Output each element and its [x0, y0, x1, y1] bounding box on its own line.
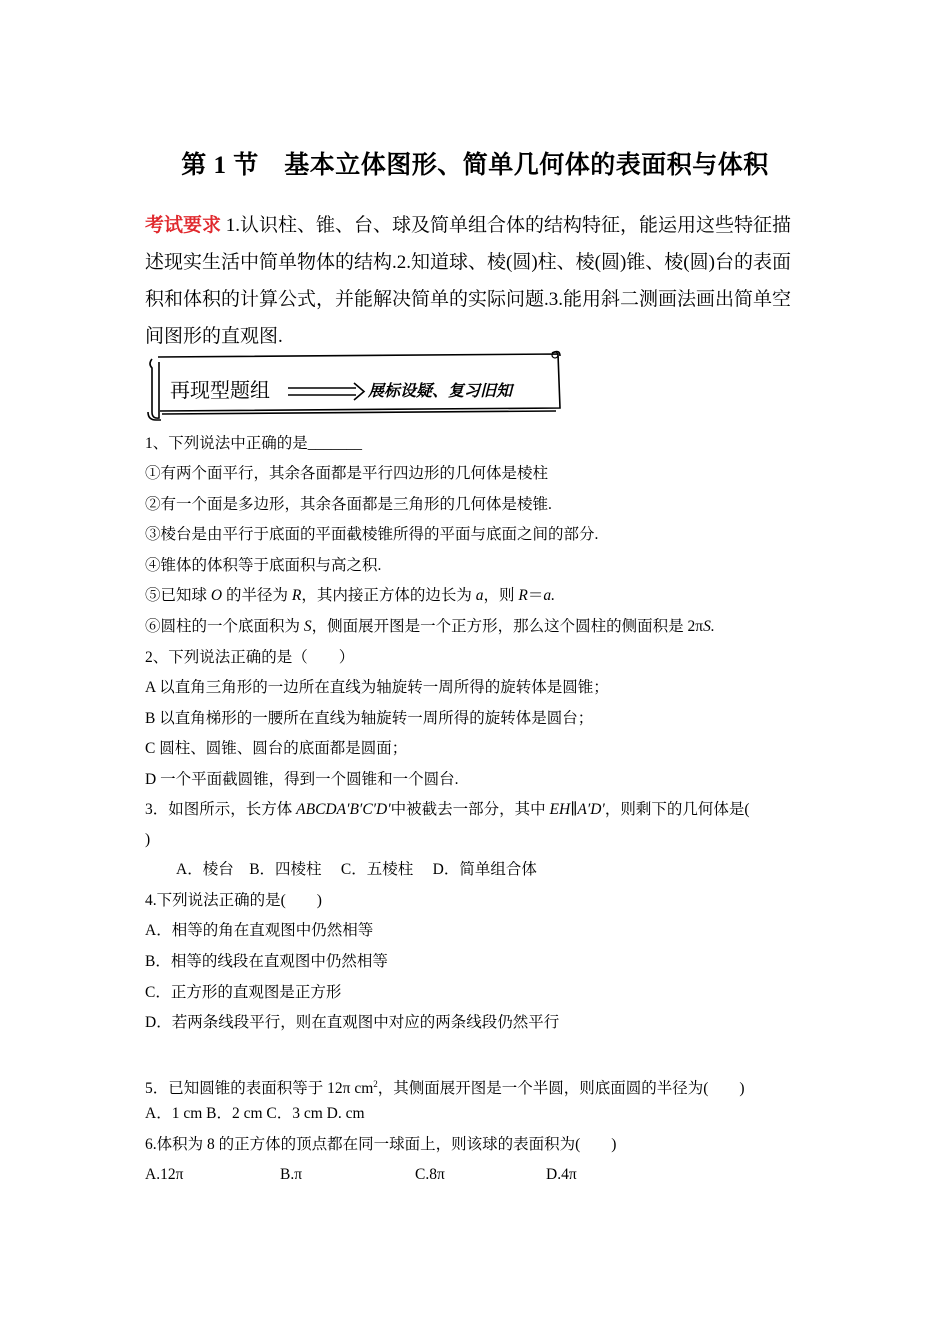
q6-option-b: B.π: [280, 1166, 303, 1183]
q5-stem: 5．已知圆锥的表面积等于 12π $cm^2$，其侧面展开图是一个半圆，则底面圆的半径为( ): [145, 1079, 745, 1098]
q3-options: A．棱台 B．四棱柱 C．五棱柱 D．简单组合体: [176, 861, 537, 878]
q5-options: A．1 cm B．2 cm C．3 cm D. cm: [145, 1105, 365, 1122]
arrow-icon: [288, 383, 364, 400]
q1-statement-3: ③棱台是由平行于底面的平面截棱锥所得的平面与底面之间的部分.: [145, 526, 599, 543]
q2-stem: 2、下列说法正确的是（ ）: [145, 649, 355, 666]
q3-stem: 3．如图所示，长方体 ABCDA′B′C′D′中被截去一部分，其中 EH∥A′D′，则剩下的几何体是(: [145, 801, 750, 818]
requirements-line-1: 考试要求 1.认识柱、锥、台、球及简单组合体的结构特征，能运用这些特征描: [145, 215, 792, 236]
q4-option-b: B．相等的线段在直观图中仍然相等: [145, 953, 388, 970]
q6-stem: 6.体积为 8 的正方体的顶点都在同一球面上，则该球的表面积为( ): [145, 1136, 617, 1153]
q3-stem-close: ): [145, 831, 151, 848]
requirements-label: 考试要求: [145, 215, 222, 236]
q4-option-a: A．相等的角在直观图中仍然相等: [145, 922, 374, 939]
section-banner: [146, 350, 566, 422]
q4-stem: 4.下列说法正确的是( ): [145, 892, 322, 909]
q4-option-d: D．若两条线段平行，则在直观图中对应的两条线段仍然平行: [145, 1014, 560, 1031]
q6-option-d: D.4π: [546, 1166, 577, 1183]
q2-option-a: A 以直角三角形的一边所在直线为轴旋转一周所得的旋转体是圆锥；: [145, 679, 609, 696]
q2-option-c: C 圆柱、圆锥、圆台的底面都是圆面；: [145, 740, 408, 757]
exam-requirements: [145, 207, 807, 355]
q1-statement-2: ②有一个面是多边形，其余各面都是三角形的几何体是棱锥.: [145, 496, 552, 513]
requirements-line-2: 述现实生活中简单物体的结构.2.知道球、棱(圆)柱、棱(圆)锥、棱(圆)台的表面: [145, 252, 791, 273]
q1-statement-1: ①有两个面平行，其余各面都是平行四边形的几何体是棱柱: [145, 465, 549, 482]
requirements-line-3: 积和体积的计算公式，并能解决简单的实际问题.3.能用斜二测画法画出简单空: [145, 289, 792, 310]
q6-option-a: A.12π: [145, 1166, 184, 1183]
q1-statement-4: ④锥体的体积等于底面积与高之积.: [145, 557, 382, 574]
page-title: 第 1 节 基本立体图形、简单几何体的表面积与体积: [181, 152, 769, 179]
requirements-line-4: 间图形的直观图.: [145, 326, 283, 347]
q1-stem: 1、下列说法中正确的是_______: [145, 435, 363, 452]
banner-left-text: 再现型题组: [170, 378, 270, 402]
banner-right-text: 展标设疑、复习旧知: [368, 381, 513, 400]
q1-statement-6: ⑥圆柱的一个底面积为 S，侧面展开图是一个正方形，那么这个圆柱的侧面积是 2πS.: [145, 618, 715, 635]
q6-option-c: C.8π: [415, 1166, 445, 1183]
q4-option-c: C．正方形的直观图是正方形: [145, 984, 342, 1001]
q2-option-b: B 以直角梯形的一腰所在直线为轴旋转一周所得的旋转体是圆台；: [145, 710, 594, 727]
q1-statement-5: ⑤已知球 O 的半径为 R，其内接正方体的边长为 a，则 R＝a.: [145, 587, 555, 604]
q2-option-d: D 一个平面截圆锥，得到一个圆锥和一个圆台.: [145, 771, 459, 788]
